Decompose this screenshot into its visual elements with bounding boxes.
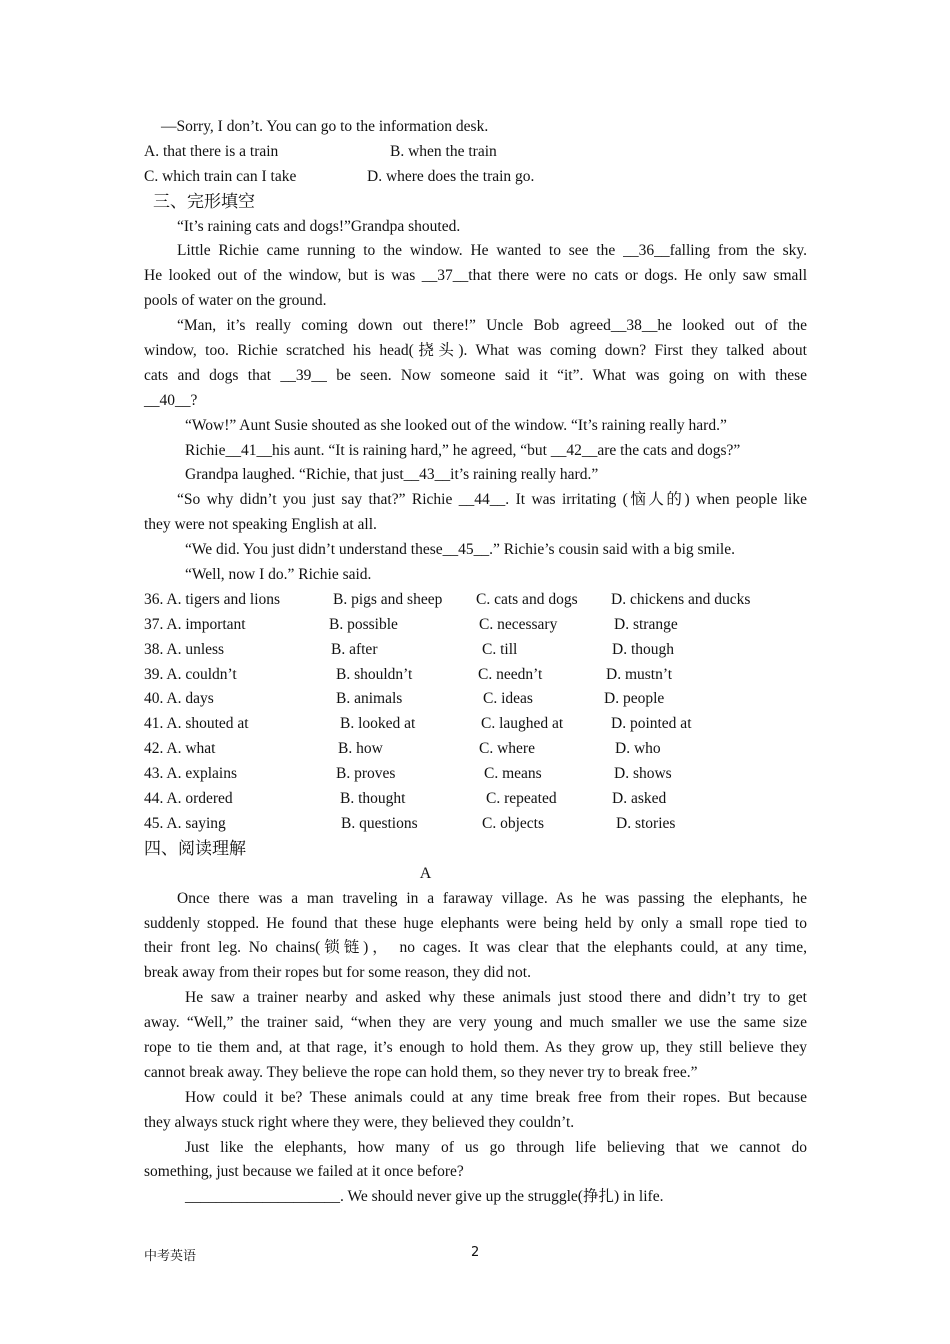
option-d: D. where does the train go. bbox=[367, 167, 535, 185]
page-content bbox=[144, 115, 807, 1210]
question-option-d: D. mustn’t bbox=[606, 665, 673, 683]
reading-line: Just like the elephants, how many of us go through life believing that we cannot do bbox=[185, 1138, 807, 1156]
option-b: B. when the train bbox=[390, 142, 497, 160]
cloze-line: “We did. You just didn’t understand these__45__.” Richie’s cousin said with a big smile. bbox=[185, 541, 735, 559]
passage-label: A bbox=[419, 864, 432, 882]
question-row bbox=[144, 762, 807, 787]
cloze-line: “It’s raining cats and dogs!”Grandpa shouted. bbox=[177, 217, 461, 235]
question-option-b: B. looked at bbox=[340, 715, 416, 733]
option-c: C. which train can I take bbox=[144, 167, 297, 185]
question-option-c: C. objects bbox=[482, 814, 544, 832]
question-row bbox=[144, 588, 807, 613]
question-option-c: C. cats and dogs bbox=[476, 590, 578, 608]
section-heading-cloze: 三、完形填空 bbox=[153, 191, 255, 212]
reading-line: they always stuck right where they were, they believed they couldn’t. bbox=[144, 1113, 575, 1131]
cloze-line: Grandpa laughed. “Richie, that just__43__it’s raining really hard.” bbox=[185, 466, 599, 484]
page-number: 2 bbox=[471, 1245, 480, 1260]
reading-line: break away from their ropes but for some reason, they did not. bbox=[144, 964, 531, 982]
question-row bbox=[144, 638, 807, 663]
question-option-d: D. chickens and ducks bbox=[611, 590, 751, 608]
cloze-line: they were not speaking English at all. bbox=[144, 516, 377, 534]
section-heading-reading: 四、阅读理解 bbox=[144, 838, 246, 859]
question-option-a: 45. A. saying bbox=[144, 814, 226, 832]
cloze-line: Richie__41__his aunt. “It is raining hard,” he agreed, “but __42__are the cats and dogs?” bbox=[185, 441, 741, 459]
question-option-b: B. possible bbox=[329, 615, 398, 633]
cloze-line: “Man, it’s really coming down out there!” Uncle Bob agreed__38__he looked out of the bbox=[177, 317, 807, 335]
question-option-a: 39. A. couldn’t bbox=[144, 665, 237, 683]
question-row bbox=[144, 687, 807, 712]
option-row bbox=[144, 165, 807, 190]
question-option-d: D. stories bbox=[616, 814, 676, 832]
question-row bbox=[144, 812, 807, 837]
cloze-line: “So why didn’t you just say that?” Richie __44__. It was irritating (恼人的) when people like bbox=[177, 491, 807, 509]
question-option-c: C. ideas bbox=[483, 690, 533, 708]
question-option-a: 37. A. important bbox=[144, 615, 246, 633]
question-option-c: C. necessary bbox=[479, 615, 558, 633]
question-row bbox=[144, 737, 807, 762]
question-option-b: B. after bbox=[331, 640, 378, 658]
question-option-b: B. questions bbox=[341, 814, 418, 832]
reading-line: Once there was a man traveling in a faraway village. As he was passing the elephants, he bbox=[177, 889, 807, 907]
question-option-d: D. strange bbox=[614, 615, 678, 633]
reading-line: How could it be? These animals could at any time break free from their ropes. But because bbox=[185, 1088, 807, 1106]
question-option-a: 43. A. explains bbox=[144, 765, 237, 783]
question-option-b: B. animals bbox=[336, 690, 403, 708]
reading-line: away. “Well,” the trainer said, “when they are very young and much smaller we use the same size bbox=[144, 1014, 807, 1032]
question-option-c: C. needn’t bbox=[478, 665, 543, 683]
question-option-d: D. pointed at bbox=[611, 715, 692, 733]
reading-line: ____________________. We should never give up the struggle(挣扎) in life. bbox=[185, 1188, 664, 1206]
cloze-line: He looked out of the window, but is was __37__that there were no cats or dogs. He only saw small bbox=[144, 267, 807, 285]
cloze-line: cats and dogs that __39__ be seen. Now someone said it “it”. What was going on with these bbox=[144, 366, 807, 384]
cloze-line: “Wow!” Aunt Susie shouted as she looked out of the window. “It’s raining really hard.” bbox=[185, 416, 727, 434]
reading-line: rope to tie them and, at that rage, it’s enough to hold them. As they grow up, they still believe they bbox=[144, 1038, 807, 1056]
reading-line: their front leg. No chains(锁链)， no cages. It was clear that the elephants could, at any time, bbox=[144, 939, 807, 957]
footer-label: 中考英语 bbox=[144, 1249, 197, 1264]
question-option-d: D. though bbox=[612, 640, 674, 658]
reading-line: cannot break away. They believe the rope can hold them, so they never try to break free.” bbox=[144, 1063, 698, 1081]
question-row bbox=[144, 712, 807, 737]
question-option-d: D. shows bbox=[614, 765, 672, 783]
reading-line: something, just because we failed at it once before? bbox=[144, 1163, 464, 1181]
question-option-a: 38. A. unless bbox=[144, 640, 225, 658]
question-row bbox=[144, 787, 807, 812]
question-option-c: C. where bbox=[479, 740, 535, 758]
question-option-b: B. thought bbox=[340, 790, 406, 808]
question-option-b: B. proves bbox=[336, 765, 396, 783]
question-option-a: 44. A. ordered bbox=[144, 790, 233, 808]
question-row bbox=[144, 663, 807, 688]
option-a: A. that there is a train bbox=[144, 142, 279, 160]
question-option-c: C. repeated bbox=[486, 790, 557, 808]
cloze-line: Little Richie came running to the window. He wanted to see the __36__falling from the sky. bbox=[177, 242, 807, 260]
option-row bbox=[144, 140, 807, 165]
question-row bbox=[144, 613, 807, 638]
cloze-line: __40__? bbox=[144, 391, 198, 409]
cloze-line: “Well, now I do.” Richie said. bbox=[185, 566, 372, 584]
dialogue-reply: —Sorry, I don’t. You can go to the information desk. bbox=[161, 118, 489, 135]
question-option-c: C. laughed at bbox=[481, 715, 564, 733]
question-option-b: B. pigs and sheep bbox=[333, 590, 443, 608]
question-option-d: D. people bbox=[604, 690, 665, 708]
reading-line: suddenly stopped. He found that these huge elephants were being held by only a small rope tied to bbox=[144, 914, 807, 932]
question-option-b: B. shouldn’t bbox=[336, 665, 413, 683]
question-option-b: B. how bbox=[338, 740, 383, 758]
question-option-a: 41. A. shouted at bbox=[144, 715, 249, 733]
cloze-line: window, too. Richie scratched his head(挠头). What was coming down? First they talked about bbox=[144, 342, 807, 360]
question-option-a: 36. A. tigers and lions bbox=[144, 590, 281, 608]
question-option-a: 40. A. days bbox=[144, 690, 214, 708]
question-option-c: C. till bbox=[482, 640, 518, 658]
question-option-d: D. who bbox=[615, 740, 661, 758]
question-option-a: 42. A. what bbox=[144, 740, 216, 758]
cloze-line: pools of water on the ground. bbox=[144, 292, 327, 310]
question-option-c: C. means bbox=[484, 765, 542, 783]
question-option-d: D. asked bbox=[612, 790, 667, 808]
reading-line: He saw a trainer nearby and asked why these animals just stood there and didn’t try to get bbox=[185, 989, 807, 1007]
